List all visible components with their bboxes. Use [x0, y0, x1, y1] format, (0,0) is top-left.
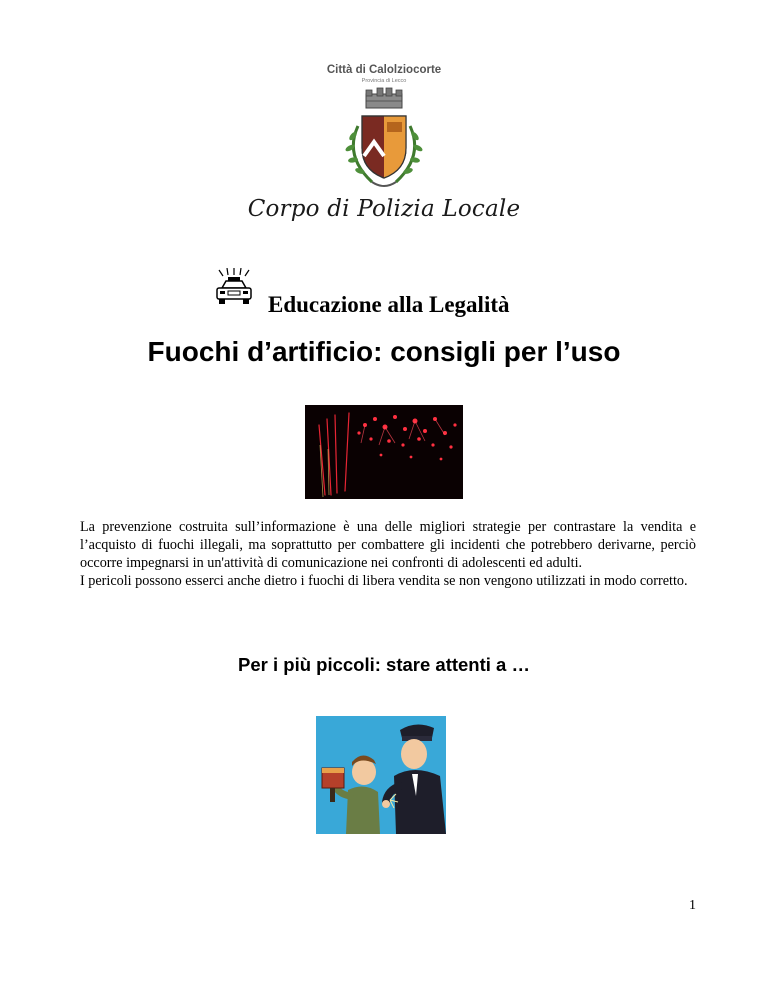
city-name: Città di Calolziocorte: [326, 64, 442, 76]
page-number: 1: [689, 898, 696, 913]
province-name: Provincia di Lecco: [361, 78, 407, 84]
paragraph-1: La prevenzione costruita sull’informazione è una delle migliori strategie per contrastare la vendita e l’acquisto di fuochi illegali, ma soprattutto per combattere gli incidenti che potrebbero derivarne, perciò occorre impegnarsi in un'attività di comunicazione nei confronti di adolescenti ed adulti.: [80, 519, 696, 571]
department-title: Corpo di Polizia Locale: [247, 196, 521, 222]
city-crest: [322, 56, 446, 196]
coat-of-arms-icon: [322, 86, 446, 196]
page-title: Fuochi d’artificio: consigli per l’uso: [147, 336, 621, 367]
section-subtitle: Per i più piccoli: stare attenti a …: [238, 654, 530, 675]
section-label: Educazione alla Legalità: [268, 292, 510, 317]
fireworks-photo: [305, 405, 463, 499]
police-officer-child-cartoon: [316, 716, 446, 834]
intro-text: [80, 518, 696, 590]
paragraph-2: I pericoli possono esserci anche dietro i fuochi di libera vendita se non vengono utilizzati in modo corretto.: [80, 573, 688, 589]
police-car-icon: [213, 268, 255, 308]
